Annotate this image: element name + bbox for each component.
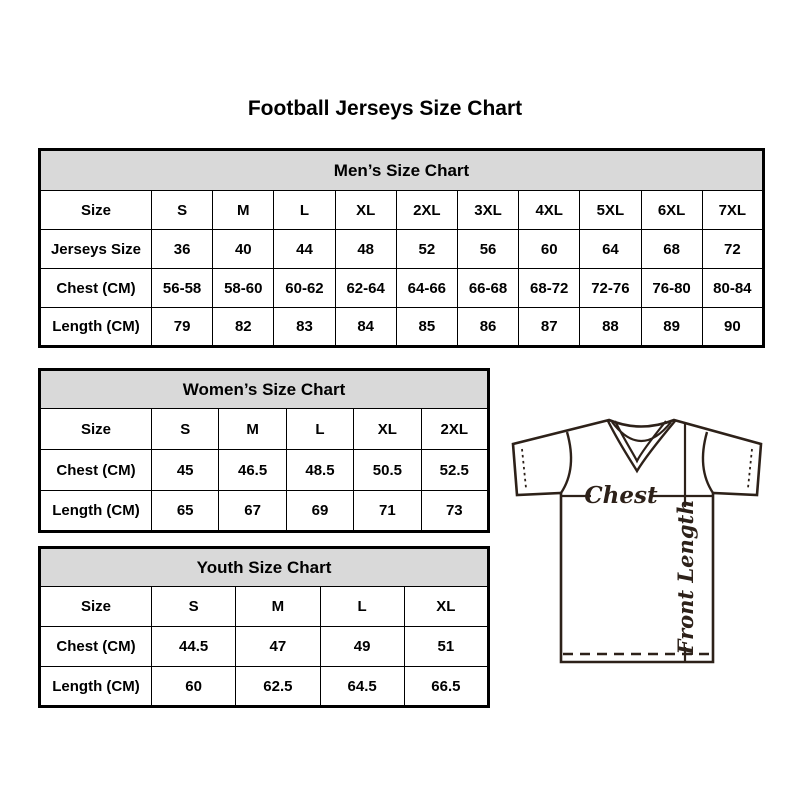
size-value-cell: M [236,587,320,627]
size-value-cell: 52.5 [421,450,488,491]
size-value-cell: 67 [219,491,286,532]
table-row [40,667,489,707]
size-value-cell: S [152,587,236,627]
size-value-cell: 85 [396,308,457,347]
table-row [40,308,764,347]
size-value-cell: 72 [702,230,763,269]
size-value-cell: 60 [519,230,580,269]
size-value-cell: 60 [152,667,236,707]
size-value-cell: M [219,409,286,450]
size-value-cell: 2XL [421,409,488,450]
size-value-cell: 84 [335,308,396,347]
row-label-cell: Length (CM) [40,308,152,347]
size-value-cell: L [286,409,353,450]
chest-label: Chest [584,482,658,509]
size-value-cell: 46.5 [219,450,286,491]
size-value-cell: 64 [580,230,641,269]
size-value-cell: 71 [354,491,421,532]
right-armhole-seam [703,432,713,493]
size-value-cell: 56-58 [152,269,213,308]
size-value-cell: 73 [421,491,488,532]
row-label-cell: Chest (CM) [40,450,152,491]
table-header-row [40,548,489,587]
size-value-cell: XL [354,409,421,450]
size-value-cell: 52 [396,230,457,269]
size-value-cell: 72-76 [580,269,641,308]
size-value-cell: XL [404,587,488,627]
left-armhole-seam [561,432,571,493]
mens-table-title: Men’s Size Chart [40,150,764,191]
row-label-cell: Jerseys Size [40,230,152,269]
size-value-cell: S [152,409,219,450]
row-label-cell: Length (CM) [40,667,152,707]
youth-table-title: Youth Size Chart [40,548,489,587]
table-row [40,491,489,532]
size-value-cell: 3XL [457,191,518,230]
size-value-cell: 86 [457,308,518,347]
table-header-row [40,150,764,191]
size-value-cell: 48.5 [286,450,353,491]
front-length-label: Front Length [673,499,698,655]
youth-size-table [38,546,490,708]
right-cuff-stitch-line [748,449,752,488]
size-value-cell: 65 [152,491,219,532]
womens-size-table [38,368,490,533]
left-cuff-stitch-line [522,449,526,488]
size-value-cell: 36 [152,230,213,269]
size-value-cell: 44 [274,230,335,269]
size-value-cell: 88 [580,308,641,347]
size-value-cell: 66-68 [457,269,518,308]
size-value-cell: 76-80 [641,269,702,308]
size-value-cell: 44.5 [152,627,236,667]
jersey-sketch-icon [505,403,777,673]
size-value-cell: 89 [641,308,702,347]
size-value-cell: 64-66 [396,269,457,308]
size-value-cell: 51 [404,627,488,667]
table-row [40,450,489,491]
table-row [40,587,489,627]
size-value-cell: 60-62 [274,269,335,308]
size-value-cell: 87 [519,308,580,347]
size-value-cell: 58-60 [213,269,274,308]
size-value-cell: 66.5 [404,667,488,707]
size-value-cell: 40 [213,230,274,269]
jersey-measurement-diagram [505,403,777,673]
size-value-cell: 79 [152,308,213,347]
size-value-cell: 82 [213,308,274,347]
womens-table-title: Women’s Size Chart [40,370,489,409]
size-value-cell: 4XL [519,191,580,230]
size-value-cell: 50.5 [354,450,421,491]
size-value-cell: 48 [335,230,396,269]
size-value-cell: 83 [274,308,335,347]
size-value-cell: 49 [320,627,404,667]
row-label-cell: Chest (CM) [40,269,152,308]
row-label-cell: Chest (CM) [40,627,152,667]
size-value-cell: 68-72 [519,269,580,308]
size-value-cell: 80-84 [702,269,763,308]
size-value-cell: L [320,587,404,627]
row-label-cell: Length (CM) [40,491,152,532]
table-row [40,269,764,308]
size-value-cell: 90 [702,308,763,347]
size-value-cell: 62-64 [335,269,396,308]
size-value-cell: XL [335,191,396,230]
size-value-cell: 56 [457,230,518,269]
size-value-cell: 45 [152,450,219,491]
size-value-cell: L [274,191,335,230]
row-label-cell: Size [40,191,152,230]
size-value-cell: 6XL [641,191,702,230]
size-value-cell: 62.5 [236,667,320,707]
row-label-cell: Size [40,409,152,450]
table-row [40,230,764,269]
size-value-cell: S [152,191,213,230]
size-value-cell: 47 [236,627,320,667]
page-title: Football Jerseys Size Chart [247,97,523,120]
table-row [40,409,489,450]
size-value-cell: 5XL [580,191,641,230]
size-value-cell: 7XL [702,191,763,230]
table-row [40,191,764,230]
table-row [40,627,489,667]
jersey-outline [513,420,761,662]
table-header-row [40,370,489,409]
size-value-cell: 2XL [396,191,457,230]
mens-size-table [38,148,765,348]
size-value-cell: 64.5 [320,667,404,707]
row-label-cell: Size [40,587,152,627]
size-value-cell: 69 [286,491,353,532]
size-value-cell: M [213,191,274,230]
size-value-cell: 68 [641,230,702,269]
